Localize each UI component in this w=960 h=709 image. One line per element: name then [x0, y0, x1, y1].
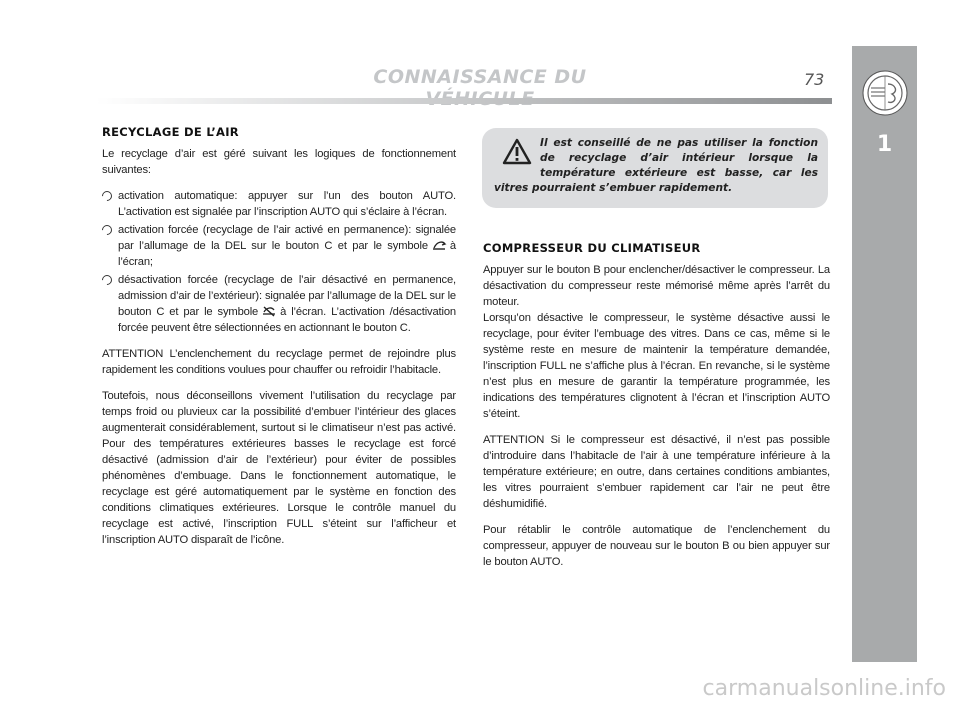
air-recycling-attention: ATTENTION L’enclenchement du recyclage permet de rejoindre plus rapidement les conditions voulues pour chauffer ou refroidir l’habitacle.: [102, 348, 456, 376]
watermark: carmanualsonline.info: [702, 676, 946, 701]
air-recycling-heading: RECYCLAGE DE L’AIR: [102, 125, 239, 139]
compressor-attention: ATTENTION Si le compresseur est désactivé, il n’est pas possible d’introduire dans l’habitacle de l’air à une température inférieure à la température extérieure; en outre, dans certaines conditions ambiantes, les vitres pourraient s’embuer rapidement car l’air ne peut être déshumidifié.: [483, 434, 830, 510]
forced-activation-text: activation forcée (recyclage de l’air activé en permanence): signalée par l’allumage de la DEL sur le bouton C et par le symbole: [118, 224, 456, 252]
list-item: [102, 272, 456, 336]
chapter-number: 1: [876, 132, 893, 157]
compressor-restore: Pour rétablir le contrôle automatique de l’enclenchement du compresseur, appuyer de nouveau sur le bouton B ou bien appuyer sur le bouton AUTO.: [483, 524, 830, 568]
bullet-icon: [100, 223, 114, 237]
compressor-heading: COMPRESSEUR DU CLIMATISEUR: [483, 241, 701, 255]
bullet-icon: [100, 273, 114, 287]
warning-box: [482, 128, 828, 208]
page-number: 73: [804, 70, 825, 89]
alfa-romeo-logo-icon: [862, 70, 908, 116]
header-divider: [96, 98, 832, 104]
list-item: [102, 188, 456, 220]
compressor-para-2: Lorsqu’on désactive le compresseur, le système désactive aussi le recyclage, pour éviter l’embuage des vitres. Dans ce cas, même si le système reste en mesure de maintenir la température demandée, l’inscription FULL ne s’affiche plus à l’écran. En revanche, si le système n’est plus en mesure de garantir la température programmée, les indications des températures clignotent à l’écran et l’inscription AUTO s’éteint.: [483, 312, 830, 420]
air-recycling-advice: Toutefois, nous déconseillons vivement l’utilisation du recyclage par temps froid ou pluvieux car la possibilité d’embuer l’intérieur des glaces augmenterait considérablement, surtout si le climatiseur n’est pas activé. Pour des températures extérieures basses le recyclage est forcé désactivé (admission d’air de l’extérieur) pour éviter de possibles phénomènes d’embuage. Dans le fonctionnement automatique, le recyclage est géré automatiquement par le système en fonction des conditions climatiques extérieures. Lorsque le contrôle manuel du recyclage est activé, l’inscription FULL s’éteint sur l’afficheur et l’inscription AUTO disparaît de l’icône.: [102, 390, 456, 546]
air-recycling-intro: Le recyclage d’air est géré suivant les logiques de fonctionnement suivantes:: [102, 148, 456, 176]
recirculation-on-icon: [431, 239, 447, 251]
compressor-para-1: Appuyer sur le bouton B pour enclencher/désactiver le compresseur. La désactivation du compresseur reste mémorisé même après l’arrêt du moteur.: [483, 264, 830, 308]
left-column: [102, 124, 456, 558]
warning-text: Il est conseillé de ne pas utiliser la fonction de recyclage d’air intérieur lorsque la température extérieure est basse, car les vitres pourraient s’embuer rapidement.: [494, 137, 818, 194]
forced-deactivation-text: désactivation forcée (recyclage de l’air désactivé en permanence, admission d’air de l’extérieur): signalée par l’allumage de la DEL sur le bouton C et par le symbole: [118, 274, 456, 318]
list-item: [102, 222, 456, 270]
forced-activation-suffix: à l’écran;: [118, 240, 456, 268]
auto-activation-text: activation automatique: appuyer sur l’un des bouton AUTO. L’activation est signalée par l’inscription AUTO qui s’éclaire à l’écran.: [118, 190, 456, 218]
warning-text-block: [494, 136, 818, 196]
section-title: CONNAISSANCE DU: [373, 66, 587, 88]
recirculation-off-icon: [261, 305, 277, 317]
forced-deactivation-suffix: à l’écran. L’activation /désactivation forcée peuvent être sélectionnées en actionnant le bouton C.: [118, 306, 456, 334]
right-column: [483, 240, 830, 580]
bullet-icon: [100, 189, 114, 203]
air-recycling-mode-list: [102, 188, 456, 336]
